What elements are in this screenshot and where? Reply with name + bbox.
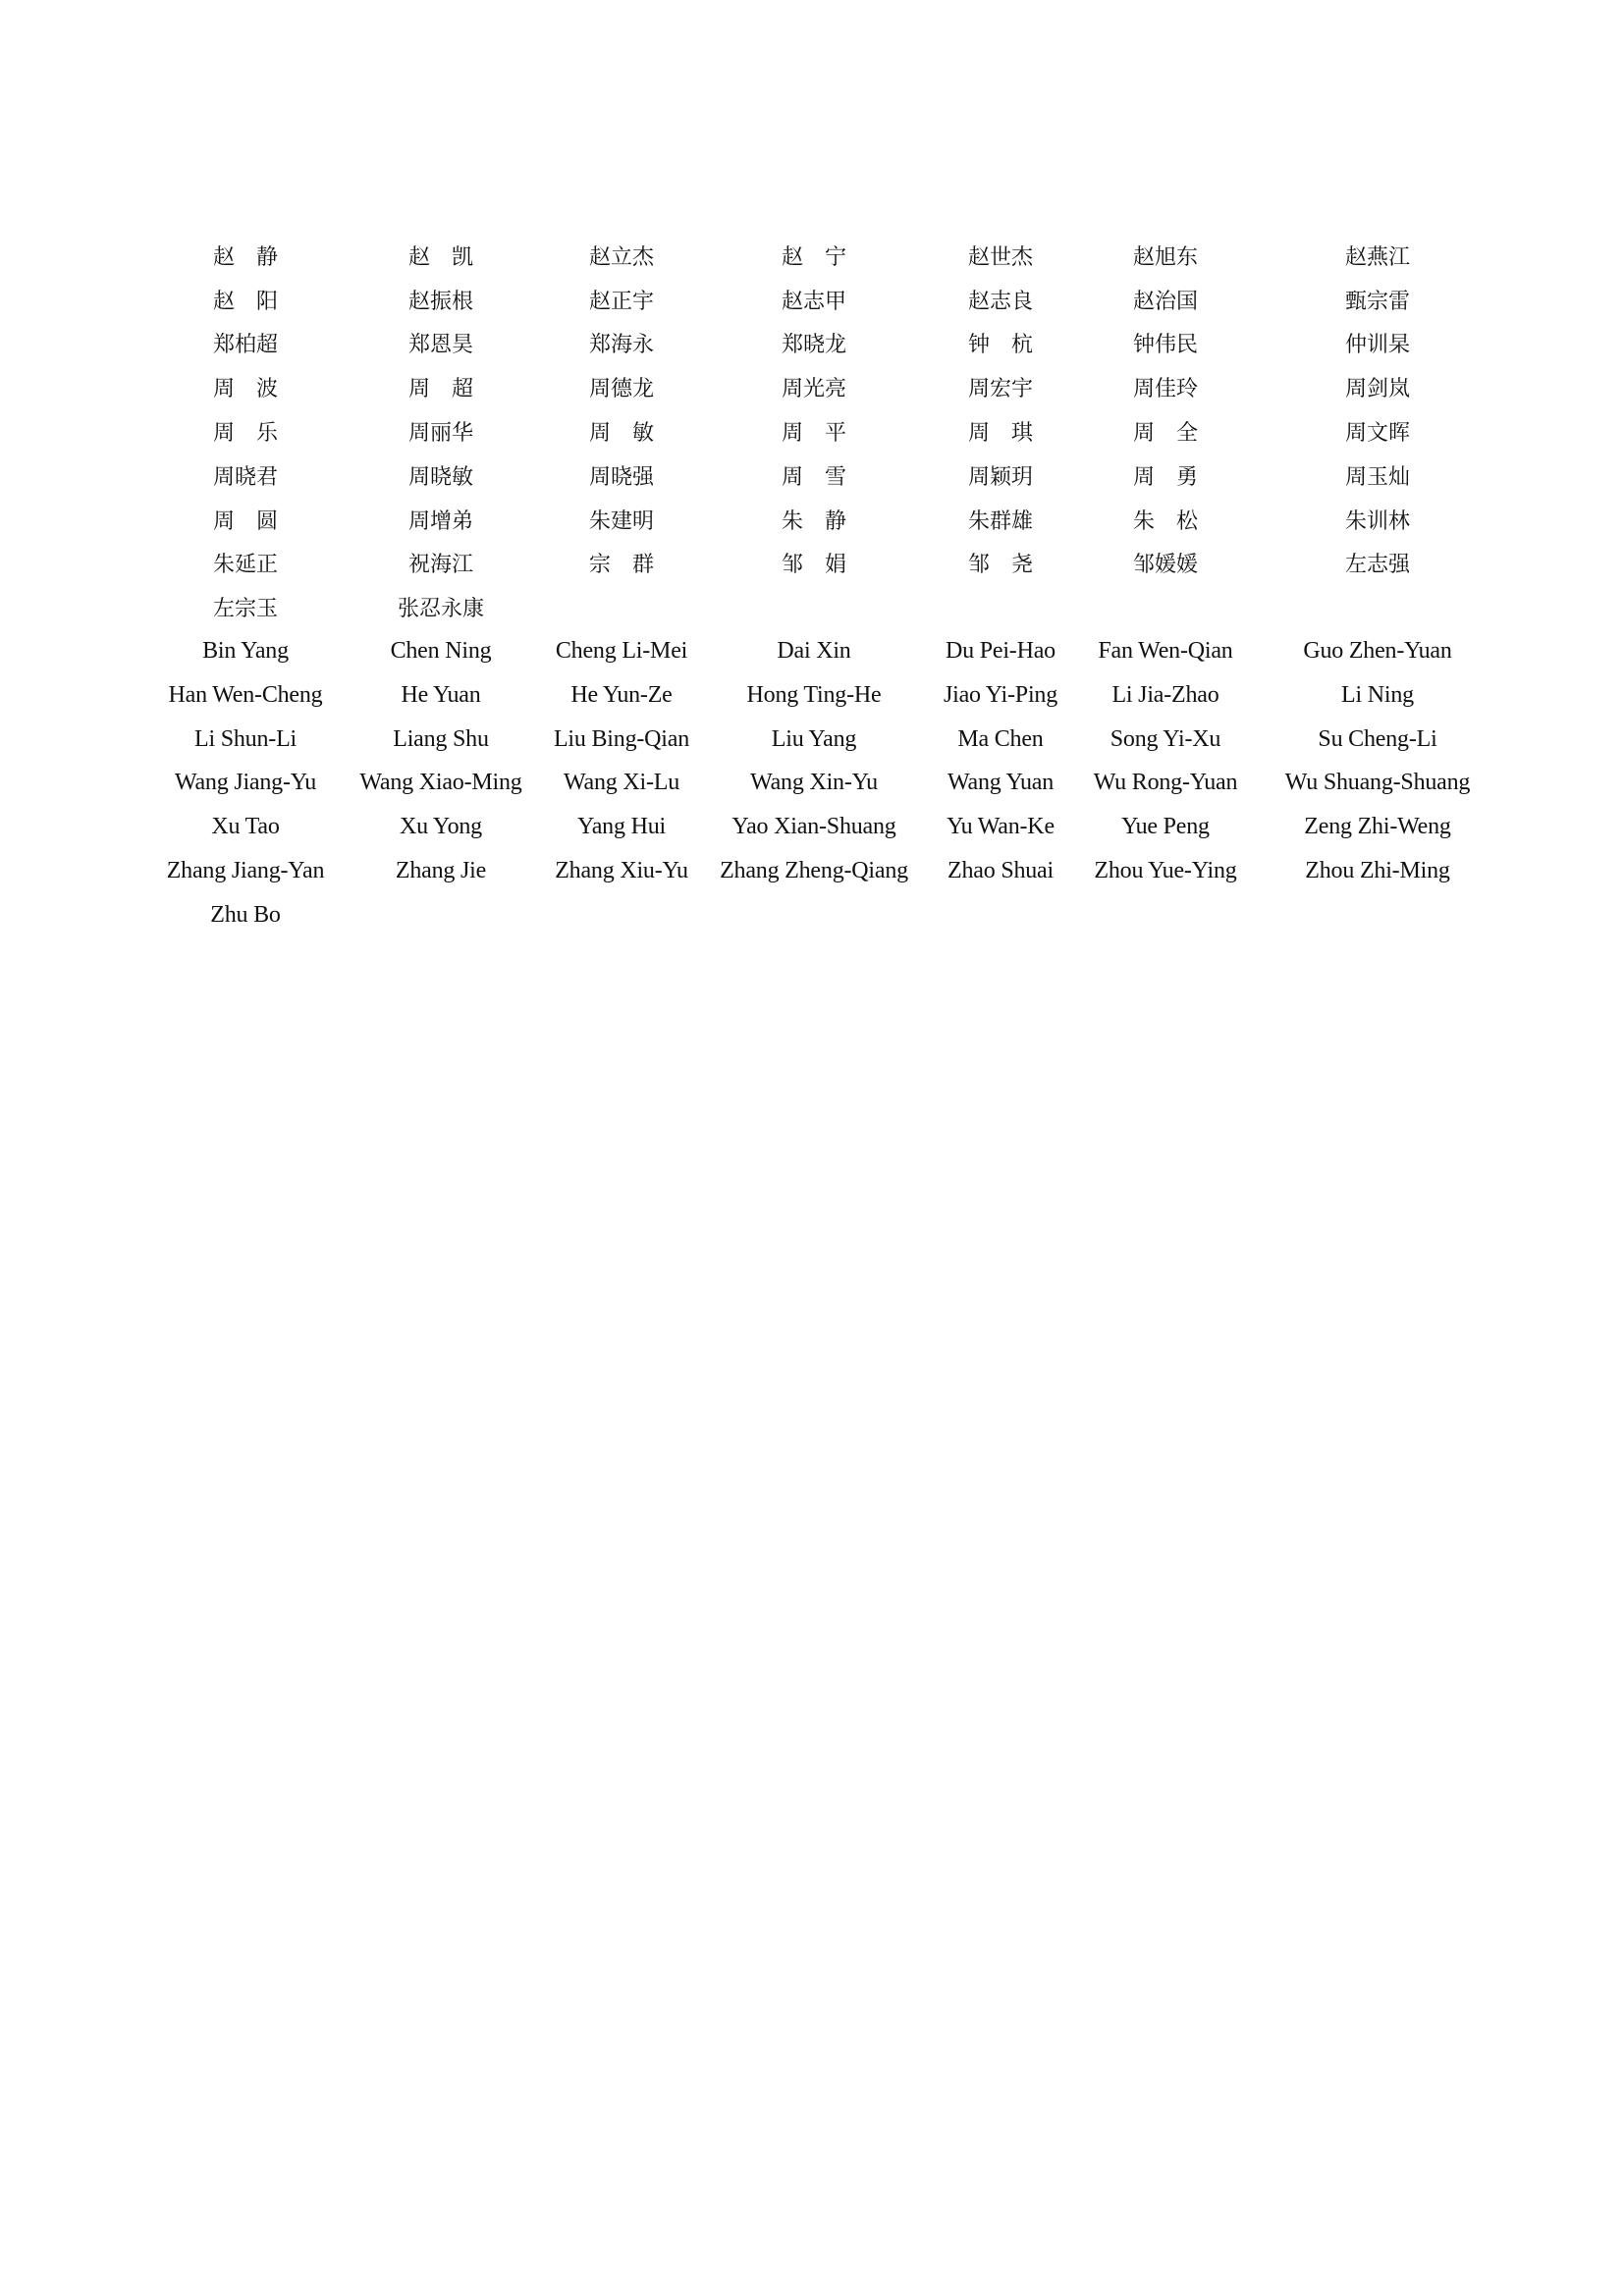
name-cell: 张忍永康: [397, 597, 484, 622]
name-cell: Wang Xiao-Ming: [359, 770, 522, 796]
name-cell: Liang Shu: [393, 725, 489, 752]
name-cell: He Yun-Ze: [570, 681, 673, 708]
name-row: [147, 718, 1502, 762]
name-cell: [1253, 893, 1502, 937]
name-cell: Li Shun-Li: [194, 725, 297, 752]
name-cell: 钟 杭: [967, 333, 1033, 358]
name-cell: 周增弟: [407, 508, 473, 534]
name-cell: [1078, 585, 1253, 629]
name-cell: 朱训林: [1344, 508, 1410, 534]
name-cell: Wang Yuan: [947, 770, 1055, 796]
name-cell: 邹媛媛: [1132, 553, 1198, 578]
name-cell: 周晓强: [588, 464, 654, 490]
name-cell: 周 雪: [781, 464, 846, 490]
name-cell: Zhou Yue-Ying: [1094, 858, 1237, 884]
name-cell: 赵正宇: [588, 289, 654, 314]
name-cell: Bin Yang: [202, 638, 289, 665]
name-cell: [923, 585, 1078, 629]
name-cell: 周 敏: [588, 421, 654, 447]
name-cell: Ma Chen: [957, 725, 1044, 752]
name-cell: 周光亮: [781, 377, 846, 402]
name-cell: 赵 凯: [407, 244, 473, 270]
name-cell: 周宏宇: [967, 377, 1033, 402]
name-row: [147, 849, 1502, 893]
name-cell: Zhou Zhi-Ming: [1305, 858, 1450, 884]
name-cell: Dai Xin: [777, 638, 851, 665]
name-cell: Wu Rong-Yuan: [1093, 770, 1238, 796]
name-cell: 郑海永: [588, 333, 654, 358]
name-cell: Xu Yong: [400, 814, 482, 840]
name-cell: 周丽华: [407, 421, 473, 447]
name-cell: 赵志良: [967, 289, 1033, 314]
name-cell: [1078, 893, 1253, 937]
name-cell: Guo Zhen-Yuan: [1303, 638, 1452, 665]
name-cell: Liu Bing-Qian: [553, 725, 690, 752]
name-cell: 周颖玥: [967, 464, 1033, 490]
name-cell: [1253, 585, 1502, 629]
name-cell: Yao Xian-Shuang: [731, 814, 896, 840]
name-row: [147, 278, 1502, 322]
name-list-body: [147, 234, 1502, 937]
name-cell: 赵立杰: [588, 244, 654, 270]
name-cell: [538, 893, 705, 937]
name-row: [147, 365, 1502, 409]
name-cell: Du Pei-Hao: [946, 638, 1056, 665]
name-cell: 周 勇: [1132, 464, 1198, 490]
name-cell: 周 全: [1132, 421, 1198, 447]
name-cell: 赵振根: [407, 289, 473, 314]
name-cell: 周 超: [407, 377, 473, 402]
name-cell: Chen Ning: [390, 638, 492, 665]
name-row: [147, 409, 1502, 454]
name-cell: Liu Yang: [771, 725, 857, 752]
name-cell: Su Cheng-Li: [1318, 725, 1437, 752]
name-cell: Zeng Zhi-Weng: [1304, 814, 1451, 840]
name-cell: [538, 585, 705, 629]
name-cell: 周剑岚: [1344, 377, 1410, 402]
name-cell: 周文晖: [1344, 421, 1410, 447]
name-cell: 甄宗雷: [1344, 289, 1410, 314]
name-row: [147, 542, 1502, 586]
name-cell: Hong Ting-He: [746, 681, 882, 708]
name-cell: [344, 893, 538, 937]
name-cell: 仲训杲: [1344, 333, 1410, 358]
name-cell: 郑柏超: [212, 333, 278, 358]
name-cell: 赵 阳: [212, 289, 278, 314]
name-cell: 祝海江: [407, 553, 473, 578]
name-cell: [705, 585, 923, 629]
name-cell: 周 平: [781, 421, 846, 447]
name-cell: Wang Xin-Yu: [750, 770, 878, 796]
name-cell: 赵世杰: [967, 244, 1033, 270]
name-cell: 左宗玉: [212, 597, 278, 622]
name-row: [147, 629, 1502, 673]
name-cell: Zhang Jie: [395, 858, 487, 884]
name-cell: Zhang Jiang-Yan: [166, 858, 325, 884]
name-row: [147, 234, 1502, 278]
name-cell: 朱延正: [212, 553, 278, 578]
name-cell: Jiao Yi-Ping: [943, 681, 1058, 708]
name-cell: Fan Wen-Qian: [1098, 638, 1233, 665]
name-cell: Xu Tao: [211, 814, 280, 840]
name-cell: 周晓敏: [407, 464, 473, 490]
name-row: [147, 585, 1502, 629]
name-cell: 周 波: [212, 377, 278, 402]
name-cell: 周德龙: [588, 377, 654, 402]
name-cell: 周 乐: [212, 421, 278, 447]
name-cell: Zhao Shuai: [947, 858, 1054, 884]
name-cell: 周 圆: [212, 508, 278, 534]
name-cell: He Yuan: [401, 681, 481, 708]
name-cell: 朱群雄: [967, 508, 1033, 534]
name-cell: 赵旭东: [1132, 244, 1198, 270]
name-cell: 钟伟民: [1132, 333, 1198, 358]
name-cell: 朱 松: [1132, 508, 1198, 534]
name-cell: Yang Hui: [577, 814, 666, 840]
name-row: [147, 454, 1502, 498]
name-cell: Yu Wan-Ke: [947, 814, 1055, 840]
name-cell: 周玉灿: [1344, 464, 1410, 490]
name-cell: [705, 893, 923, 937]
name-cell: 郑晓龙: [781, 333, 846, 358]
name-row: [147, 805, 1502, 849]
name-cell: Han Wen-Cheng: [168, 681, 323, 708]
name-list-table: [147, 234, 1502, 937]
name-cell: 朱建明: [588, 508, 654, 534]
name-cell: 周 琪: [967, 421, 1033, 447]
name-row: [147, 762, 1502, 806]
name-cell: 宗 群: [588, 553, 654, 578]
name-cell: Zhang Zheng-Qiang: [720, 858, 908, 884]
name-cell: Wang Xi-Lu: [563, 770, 680, 796]
name-cell: 邹 娟: [781, 553, 846, 578]
name-cell: 左志强: [1344, 553, 1410, 578]
name-cell: Zhang Xiu-Yu: [555, 858, 688, 884]
name-cell: Yue Peng: [1121, 814, 1210, 840]
name-cell: 赵治国: [1132, 289, 1198, 314]
name-cell: 郑恩昊: [407, 333, 473, 358]
name-cell: Wu Shuang-Shuang: [1284, 770, 1471, 796]
name-row: [147, 893, 1502, 937]
name-cell: 邹 尧: [967, 553, 1033, 578]
name-cell: Cheng Li-Mei: [555, 638, 688, 665]
name-cell: 朱 静: [781, 508, 846, 534]
name-cell: [923, 893, 1078, 937]
name-cell: 赵燕江: [1344, 244, 1410, 270]
name-cell: 周晓君: [212, 464, 278, 490]
name-cell: 赵 静: [212, 244, 278, 270]
name-cell: Li Jia-Zhao: [1111, 681, 1219, 708]
name-cell: 周佳玲: [1132, 377, 1198, 402]
name-cell: Li Ning: [1341, 681, 1414, 708]
name-cell: Song Yi-Xu: [1110, 725, 1221, 752]
name-cell: 赵 宁: [781, 244, 846, 270]
name-row: [147, 498, 1502, 542]
name-cell: Zhu Bo: [210, 901, 281, 928]
name-row: [147, 673, 1502, 718]
name-row: [147, 322, 1502, 366]
name-cell: 赵志甲: [781, 289, 846, 314]
name-cell: Wang Jiang-Yu: [174, 770, 317, 796]
